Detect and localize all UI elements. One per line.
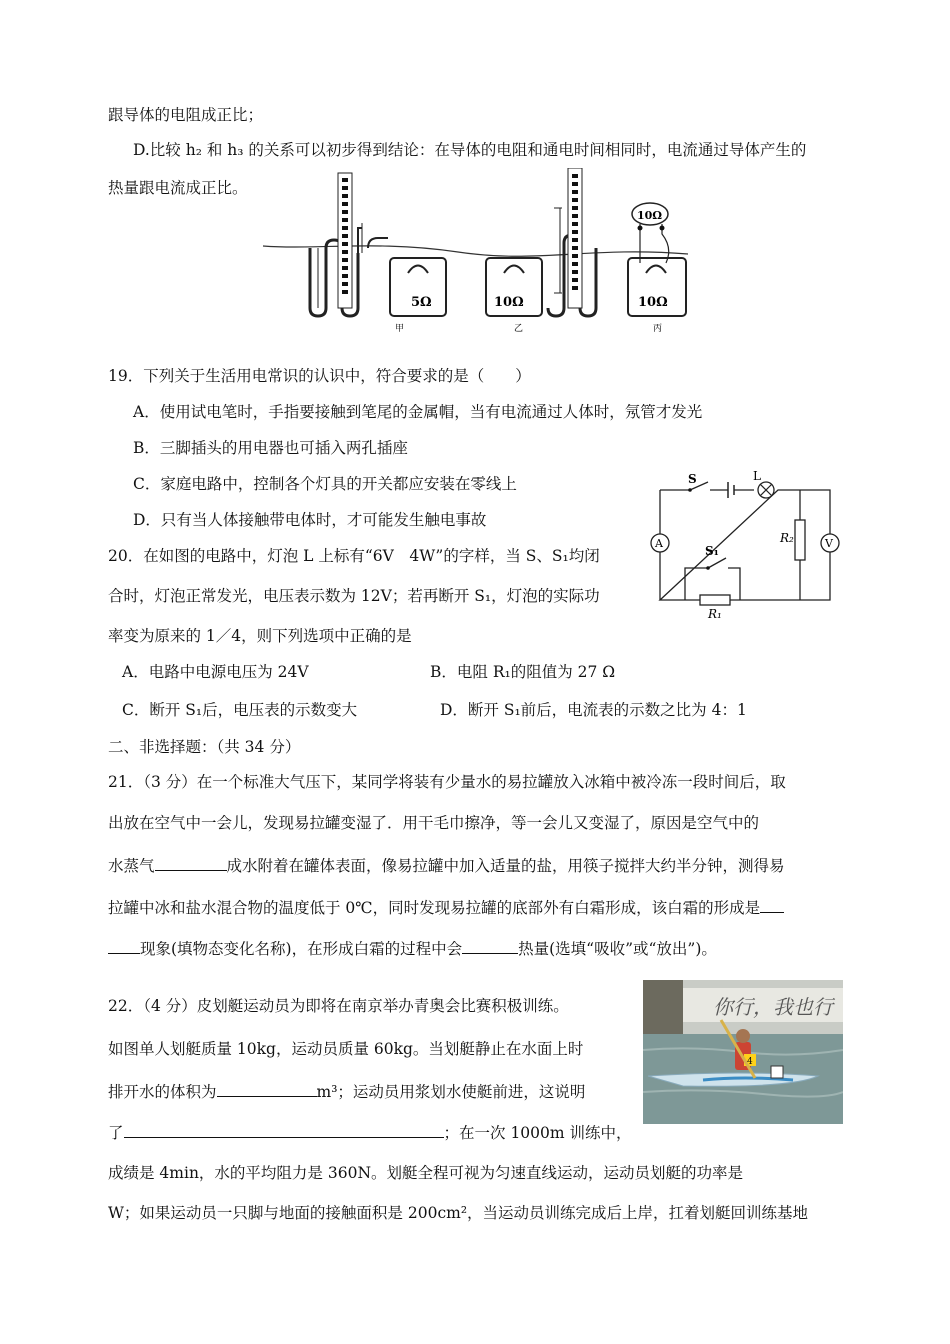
label-r1: R₁ (708, 607, 722, 620)
q21-blank-3[interactable] (462, 937, 518, 954)
resistor-label-10b: 10Ω (638, 295, 668, 310)
q21-line-5-b: 热量(选填“吸收”或“放出”)。 (518, 940, 717, 958)
resistor-label-10a: 10Ω (494, 295, 524, 310)
q20-option-b: B．电阻 R₁的阻值为 27 Ω (430, 663, 616, 681)
q22-line-4-a: 了 (108, 1124, 124, 1142)
q22-line-3-a: 排开水的体积为 (108, 1083, 217, 1101)
q22-blank-explanation[interactable] (124, 1121, 444, 1138)
q21-blank-1[interactable] (155, 854, 227, 871)
q20-stem-2: 合时，灯泡正常发光，电压表示数为 12V；若再断开 S₁，灯泡的实际功 (108, 587, 600, 605)
q22-line-3-b: m³；运动员用浆划水使艇前进，这说明 (316, 1083, 586, 1101)
caption-bing: 丙 (653, 324, 663, 334)
q21-line-1: 21．（3 分）在一个标准大气压下，某同学将装有少量水的易拉罐放入冰箱中被冷冻一段时间后，取 (108, 773, 786, 791)
q21-blank-2a[interactable] (760, 896, 784, 913)
bib-number: 4 (747, 1057, 753, 1067)
q20-stem-3: 率变为原来的 1／4，则下列选项中正确的是 (108, 627, 412, 645)
q19-option-c: C．家庭电路中，控制各个灯具的开关都应安装在零线上 (133, 475, 517, 493)
q22-line-2: 如图单人划艇质量 10kg，运动员质量 60kg。当划艇静止在水面上时 (108, 1040, 584, 1058)
banner-text: 你行，我也行 (713, 995, 833, 1019)
section-heading: 二、非选择题：（共 34 分） (108, 738, 301, 756)
q22-line-4 (108, 1121, 632, 1143)
q19-option-d: D．只有当人体接触带电体时，才可能发生触电事故 (133, 511, 487, 529)
q21-line-5 (108, 937, 717, 959)
q22-line-5: 成绩是 4min，水的平均阻力是 360N。划艇全程可视为匀速直线运动，运动员划艇的功率是 (108, 1164, 744, 1182)
q21-line-3-a: 水蒸气 (108, 857, 155, 875)
q18-option-d: D.比较 h₂ 和 h₃ 的关系可以初步得到结论：在导体的电阻和通电时间相同时，电流通过导体产生的 (133, 141, 807, 159)
q19-stem: 19．下列关于生活用电常识的认识中，符合要求的是（ ） (108, 367, 531, 385)
label-s1: S₁ (705, 544, 719, 558)
circuit-diagram (650, 470, 850, 620)
q22-blank-volume[interactable] (217, 1080, 317, 1097)
q19-option-a: A．使用试电笔时，手指要接触到笔尾的金属帽，当有电流通过人体时，氖管才发光 (133, 403, 703, 421)
q18-option-d-cont: 热量跟电流成正比。 (108, 179, 248, 197)
q21-line-4 (108, 896, 784, 918)
caption-yi: 乙 (514, 324, 524, 334)
q21-line-4-text: 拉罐中冰和盐水混合物的温度低于 0℃，同时发现易拉罐的底部外有白霜形成，该白霜的形成是 (108, 899, 761, 917)
kayak-photo (643, 980, 843, 1124)
external-resistor-label: 10Ω (637, 209, 663, 222)
q21-line-5-a: 现象(填物态变化名称)，在形成白霜的过程中会 (140, 940, 463, 958)
q20-option-d: D．断开 S₁前后，电流表的示数之比为 4：1 (440, 701, 747, 719)
q21-line-2: 出放在空气中一会儿，发现易拉罐变湿了．用干毛巾擦净，等一会儿又变湿了，原因是空气中的 (108, 814, 760, 832)
label-a: A (655, 537, 663, 550)
label-l: L (753, 470, 761, 483)
caption-jia: 甲 (395, 324, 405, 334)
resistor-label-5: 5Ω (411, 295, 432, 310)
q20-option-c: C．断开 S₁后，电压表的示数变大 (122, 701, 358, 719)
q19-option-b: B．三脚插头的用电器也可插入两孔插座 (133, 439, 408, 457)
label-v: V (825, 537, 833, 550)
q21-blank-2b[interactable] (108, 937, 140, 954)
q21-line-3-b: 成水附着在罐体表面，像易拉罐中加入适量的盐，用筷子搅拌大约半分钟，测得易 (226, 857, 785, 875)
q20-stem-1: 20．在如图的电路中，灯泡 L 上标有“6V 4W”的字样，当 S、S₁均闭 (108, 547, 600, 565)
q22-line-6: W；如果运动员一只脚与地面的接触面积是 200cm²，当运动员训练完成后上岸，扛着划艇回训练基地 (108, 1204, 809, 1222)
joule-heating-apparatus-figure (258, 168, 698, 338)
label-s: S (688, 472, 697, 486)
q22-line-1: 22．（4 分）皮划艇运动员为即将在南京举办青奥会比赛积极训练。 (108, 997, 569, 1015)
q20-option-a: A．电路中电源电压为 24V (122, 663, 309, 681)
q18-continuation: 跟导体的电阻成正比； (108, 106, 264, 124)
q22-line-3 (108, 1080, 585, 1102)
label-r2: R₂ (780, 531, 794, 545)
q21-line-3 (108, 854, 785, 876)
q22-line-4-b: ；在一次 1000m 训练中， (443, 1124, 632, 1142)
